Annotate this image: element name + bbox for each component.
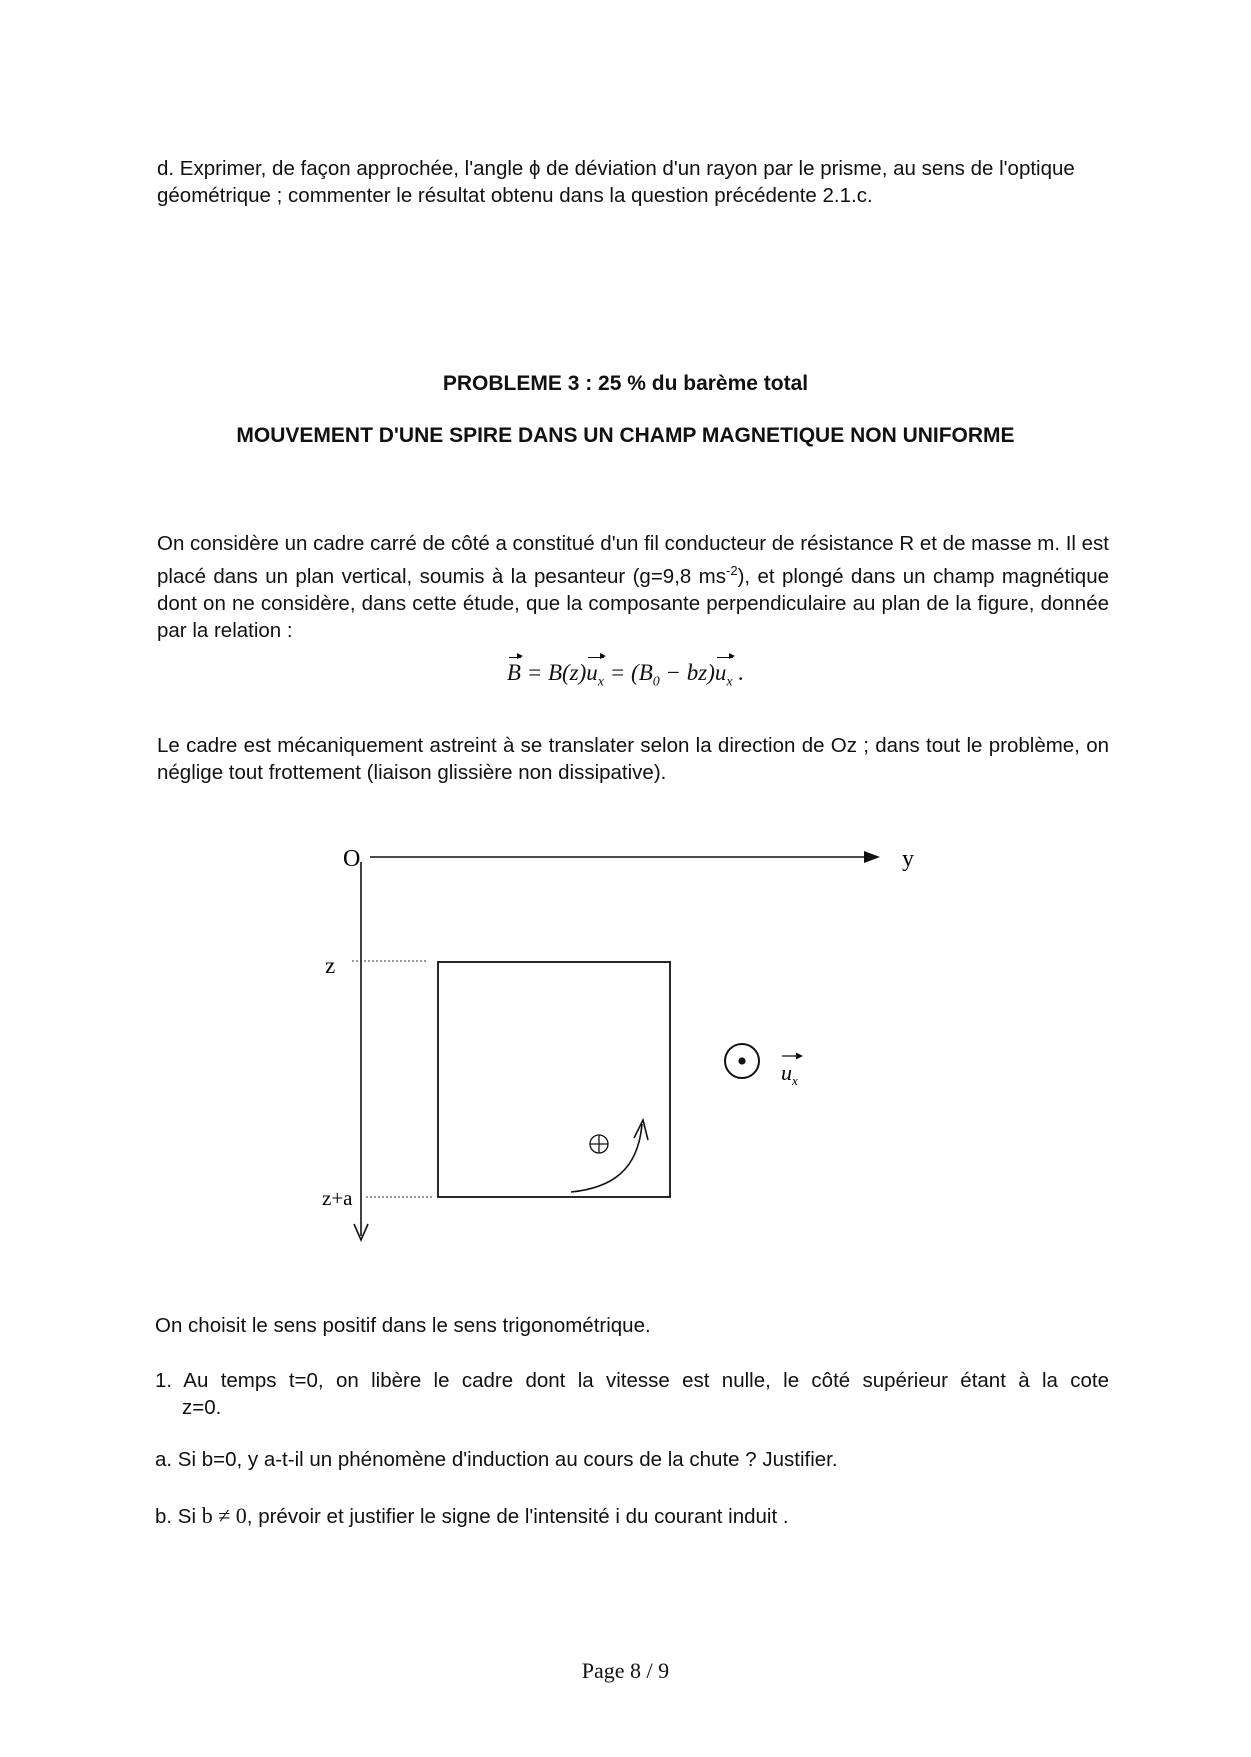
trig-sense-arrow: [571, 1124, 642, 1192]
vector-ux-1: $u_x$: [586, 660, 605, 690]
question-b-text: , prévoir et justifier le signe de l'intensité i du courant induit .: [246, 1505, 789, 1528]
question-1: 1. Au temps t=0, on libère le cadre dont la vitesse est nulle, le côté supérieur étant à la cote: [155, 1369, 1109, 1392]
current-plus-symbol: [590, 1135, 608, 1153]
question-d: d. Exprimer, de façon approchée, l'angle ϕ de déviation d'un rayon par le prisme, au sens de l'optique géométrique ; commenter le résultat obtenu dans la question précédente 2.1.c.: [157, 157, 1075, 207]
sens-paragraph: On choisit le sens positif dans le sens trigonométrique.: [155, 1314, 651, 1337]
label-z-plus-a: z+a: [322, 1186, 353, 1210]
formula-eq1: = B(z): [520, 660, 587, 685]
question-a: a. Si b=0, y a-t-il un phénomène d'induction au cours de la chute ? Justifier.: [155, 1448, 838, 1471]
trig-sense-arrowhead: [634, 1120, 648, 1140]
field-out-symbol: [725, 1044, 759, 1078]
problem-title: PROBLEME 3 : 25 % du barème total: [442, 372, 809, 395]
problem-subtitle: MOUVEMENT D'UNE SPIRE DANS UN CHAMP MAGNETIQUE NON UNIFORME: [236, 424, 1015, 447]
label-ux: $u_x$: [781, 1060, 798, 1088]
formula-eq2: = (B: [604, 660, 653, 685]
intro-text-1: On considère un cadre carré de côté a constitué d'un fil conducteur de résistance R et de masse m. Il est placé dans un plan vertical, soumis à la pesanteur (g=9,8 ms: [157, 532, 1109, 588]
intro-exponent: -2: [726, 563, 738, 578]
field-formula: [0, 660, 1251, 691]
question-b: [155, 1502, 789, 1530]
vector-B: B: [506, 660, 521, 685]
y-axis-arrowhead: [864, 851, 880, 863]
square-frame: [438, 962, 670, 1197]
label-y: y: [902, 846, 914, 872]
page-number: Page 8 / 9: [581, 1658, 670, 1683]
label-O: O: [343, 846, 361, 872]
formula-eq3: − bz): [659, 660, 715, 685]
vector-ux-2: $u_x$: [714, 660, 733, 690]
question-b-label: b. Si: [155, 1505, 202, 1528]
intro-text-2: ), et plongé dans un champ magnétique dont on ne considère, dans cette étude, que la composante perpendiculaire au plan de la figure, donnée par la relation :: [157, 564, 1109, 642]
formula-b0-sub: 0: [652, 674, 660, 690]
intro-paragraph: [157, 530, 1109, 644]
ux-vector-bar-tip: [796, 1053, 803, 1060]
question-1-cont: z=0.: [182, 1396, 222, 1419]
formula-end: .: [732, 660, 745, 685]
field-out-dot: [738, 1057, 745, 1064]
z-axis-arrowhead: [354, 1224, 368, 1240]
question-b-math: b ≠ 0: [201, 1503, 247, 1528]
cadre-paragraph: Le cadre est mécaniquement astreint à se translater selon la direction de Oz ; dans tout le problème, on néglige tout frottement (liaison glissière non dissipative).: [157, 734, 1109, 784]
label-z: z: [325, 953, 336, 978]
